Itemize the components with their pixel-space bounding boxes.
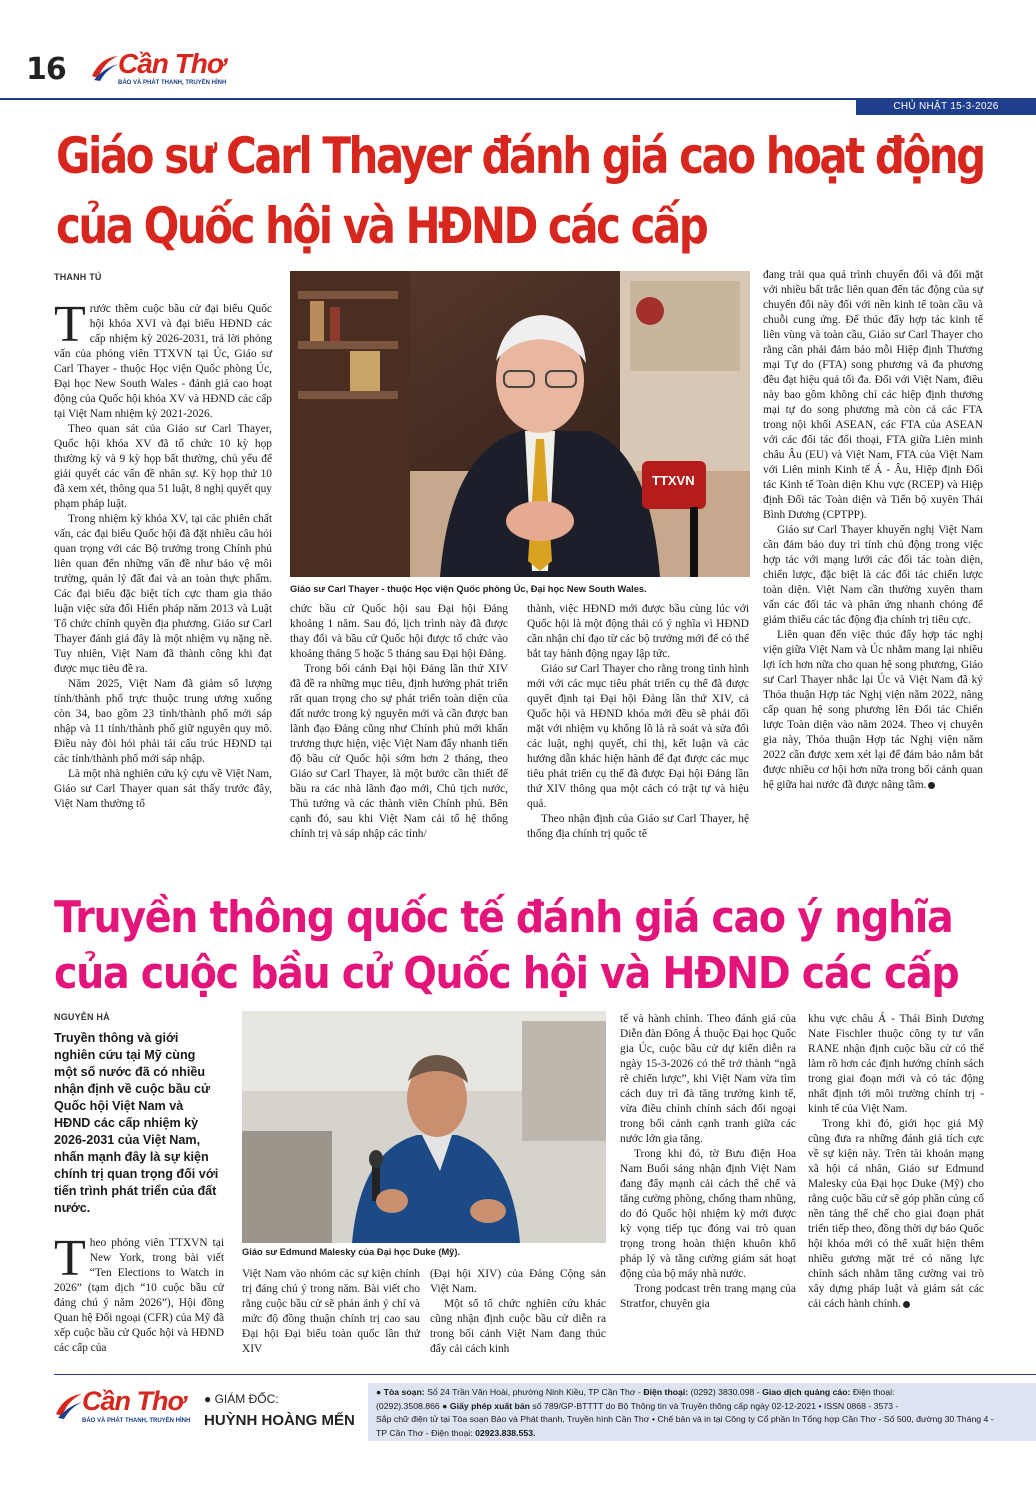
article1-col4-para3: Liên quan đến việc thúc đẩy hợp tác nghị viện giữa Việt Nam và Úc nhằm mang lại nhiều lợi ích hơn nữa cho quan hệ song phương, Giáo sư Carl Thayer nhắc lại Úc và Việt Nam đã ký Thỏa thuận Hợp tác Nghị viện năm 2022, nâng cấp quan hệ song phương lên Đối tác Chiến lược Toàn diện vào năm 2024. Theo vị chuyên gia này, Thỏa thuận Hợp tác Nghị viện năm 2022 cần được xem xét lại để đảm bảo nắm bắt được nhiều cơ hội hơn nữa trong bối cảnh quan hệ giữa hai nước đã được nâng tầm.: [763, 629, 983, 791]
article1-col2-para1: chức bầu cử Quốc hội sau Đại hội Đảng khoảng 1 năm. Sau đó, lịch trình này đã được thay đổi và bầu cử Quốc hội được tổ chức vào khoảng tháng 5 hoặc 5 tháng sau Đại hội Đảng.: [290, 603, 508, 660]
article2-column-3: [430, 1267, 606, 1357]
director-label: ● GIÁM ĐỐC:: [204, 1392, 279, 1406]
article1-col1-para5: Là một nhà nghiên cứu kỳ cựu về Việt Nam, Giáo sư Carl Thayer quan sát thấy trước đây, Việt Nam thường tổ: [54, 768, 272, 810]
article1-column-2: [290, 602, 508, 842]
logo-text: Cần Thơ: [118, 48, 225, 79]
article1-title-line2: của Quốc hội và HĐND các cấp: [56, 197, 707, 255]
article2-lead: Truyền thông và giới nghiên cứu tại Mỹ cùng một số nước đã có nhiều nhận định về cuộc bầu cử Quốc hội Việt Nam và HĐND các cấp nhiệm kỳ 2026-2031 của Việt Nam, nhấn mạnh đây là sự kiện chính trị quan trọng đối với tiến trình phát triển của đất nước.: [54, 1031, 219, 1215]
logo-swoosh-icon: [90, 54, 120, 82]
logo-text: Cần Thơ: [82, 1386, 185, 1416]
article1-col3-para1: thành, việc HĐND mới được bầu cùng lúc với Quốc hội là một động thái có ý nghĩa vì HĐND cần nhận chỉ đạo từ các bộ trưởng mới để có thể bắt tay hành động ngay lập tức.: [527, 603, 749, 660]
footer-rule: [54, 1374, 1036, 1375]
footer-line-2: (0292).3508.866 ● Giấy phép xuất bản số 789/GP-BTTTT do Bộ Thông tin và Truyền thông cấp ngày 02-12-2021 • ISSN 0868 - 3573 -: [376, 1400, 899, 1411]
article1-col1-para1: Trước thềm cuộc bầu cử đại biểu Quốc hội khóa XVI và đại biểu HĐND các cấp nhiệm kỳ 2026-2031, trả lời phỏng vấn của phóng viên TTXVN tại Úc, Giáo sư Carl Thayer - thuộc Học viện Quốc phòng Úc, Đại học New South Wales - đánh giá cao hoạt động của Quốc hội khóa XV và HĐND các cấp tại Việt Nam nhiệm kỳ 2021-2026.: [54, 296, 272, 420]
logo-tagline: BÁO VÀ PHÁT THANH, TRUYỀN HÌNH: [82, 1418, 191, 1424]
article2-col5-para1: khu vực châu Á - Thái Bình Dương Nate Fischler thuộc công ty tư vấn RANE nhận định cuộc bầu cử có thể làm rõ hơn các định hướng chính sách trong giai đoạn mới và có tác động nhất định tới môi trường chính trị - kinh tế của Việt Nam.: [808, 1013, 984, 1115]
article1-col4-para1: đang trải qua quá trình chuyển đổi và đối mặt với nhiều bất trắc liên quan đến tác động của sự chuyển đổi này đối với nền kinh tế toàn cầu và chuỗi cung ứng. Để thúc đẩy hợp tác kinh tế liên vùng và toàn cầu, Giáo sư Carl Thayer cho rằng cần phải đảm bảo mỗi Hiệp định Thương mại Tự do (FTA) song phương và đa phương đều đạt hiệu quả tối đa. Đối với Việt Nam, điều này bao gồm không chỉ các hiệp định thương mại tự do song phương mà còn cả các FTA trong nội khối ASEAN, các FTA của ASEAN với các đối tác đối thoại, FTA giữa Liên minh châu Âu (EU) và Việt Nam, FTA của Việt Nam với Liên minh Kinh tế Á - Âu, Hiệp định Đối tác Kinh tế Toàn diện Khu vực (RCEP) và Hiệp định Đối tác Toàn diện và Tiến bộ xuyên Thái Bình Dương (CPTPP).: [763, 269, 983, 521]
ttxvn-badge: TTXVN: [652, 473, 695, 488]
article1-title-line1: Giáo sư Carl Thayer đánh giá cao hoạt động: [56, 127, 984, 185]
carl-thayer-photo: [290, 271, 750, 577]
article2-col2-para1: Việt Nam vào nhóm các sự kiện chính trị đáng chú ý trong năm. Bài viết cho rằng cuộc bầu cử sẽ phản ánh ý chí và mức độ đồng thuận chính trị cao sau Đại hội Đại biểu toàn quốc lần thứ XIV: [242, 1268, 420, 1355]
end-mark-icon: [903, 1301, 910, 1308]
footer-line-1: ● Tòa soạn: Số 24 Trần Văn Hoài, phường Ninh Kiều, TP Cần Thơ - Điện thoại: (0292) 3830.098 - Giao dịch quảng cáo: Điện thoại:: [376, 1387, 895, 1397]
director-name: HUỲNH HOÀNG MẾN: [204, 1412, 355, 1429]
article2-col4-para2: Trong khi đó, tờ Bưu điện Hoa Nam Buổi sáng nhận định Việt Nam đang đẩy mạnh cải cách thể chế và tăng cường phòng, chống tham nhũng, do đó Quốc hội nhiệm kỳ mới được kỳ vọng tiếp tục đóng vai trò quan trọng trong hoàn thiện khuôn khổ pháp lý và tăng cường giám sát hoạt động của bộ máy nhà nước.: [620, 1148, 796, 1280]
dropcap: T: [54, 296, 86, 353]
article1-byline: THANH TÚ: [54, 272, 102, 282]
article2-column-1: [54, 1230, 224, 1356]
article2-col4-para3: Trong podcast trên trang mạng của Stratfor, chuyên gia: [620, 1283, 796, 1310]
end-mark-icon: [928, 782, 935, 789]
article1-column-1: [54, 296, 272, 812]
article2-col4-para1: tế và hành chính. Theo đánh giá của Diễn đàn Đông Á thuộc Đại học Quốc gia Úc, cuộc bầu cử dự kiến diễn ra ngày 15-3-2026 có thể trở thành “ngã rẽ chiến lược”, khi Việt Nam vừa tìm cách duy trì đà tăng trưởng kinh tế, vừa điều chỉnh chính sách đối ngoại trong bối cảnh cạnh tranh giữa các nước lớn gia tăng.: [620, 1013, 796, 1145]
footer-line-3: Sắp chữ điện tử tại Tòa soạn Báo và Phát thanh, Truyền hình Cần Thơ • Chế bản và in tại Công ty Cổ phần In Tổng hợp Cần Thơ - Số 500, đường 30 Tháng 4 -: [376, 1414, 994, 1424]
article1-col1-para4: Năm 2025, Việt Nam đã giảm số lượng tỉnh/thành phố trực thuộc trung ương xuống còn 34, bao gồm 23 tỉnh/thành phố mới sáp nhập và 11 tỉnh/thành phố giữ nguyên quy mô. Điều này đòi hỏi phải tái cấu trúc HĐND tại các tỉnh/thành phố mới sáp nhập.: [54, 678, 272, 765]
article2-col3-para1: (Đại hội XIV) của Đảng Cộng sản Việt Nam.: [430, 1268, 606, 1295]
article2-byline: NGUYỄN HÀ: [54, 1012, 110, 1022]
article1-col3-para2: Giáo sư Carl Thayer cho rằng trong tình hình mới với các mục tiêu phát triển cụ thể đã được quyết định tại Đại hội Đảng lần thứ XIV, cả Quốc hội và HĐND khóa mới đều sẽ phải đối mặt với nhiệm vụ khổng lồ là rà soát và sửa đổi các luật, nghị quyết, chỉ thị, kết luận và các hướng dẫn khác hiện hành để đạt được các mục tiêu phát triển cụ thể đã được Đại hội Đảng lần thứ XIV thông qua một cách có trật tự và hiệu quả.: [527, 663, 749, 810]
article2-col3-para2: Một số tổ chức nghiên cứu khác cũng nhận định cuộc bầu cử diễn ra trong bối cảnh Việt Nam đang thúc đẩy cải cách kinh: [430, 1298, 606, 1355]
article2-photo: [242, 1011, 606, 1243]
article1-col1-para3: Trong nhiệm kỳ khóa XV, tại các phiên chất vấn, các đại biểu Quốc hội đã đặt nhiều câu hỏi quan trọng với các Bộ trưởng trong Chính phủ liên quan đến những vấn đề như bảo vệ môi trường, quản lý đất đai và an toàn thực phẩm. Các đại biểu đặc biệt tích cực tham gia thảo luận việc sửa đổi Hiến pháp năm 2013 và Luật Tổ chức chính quyền địa phương. Giáo sư Carl Thayer đánh giá đây là một nhiệm vụ nặng nề. Tuy nhiên, Việt Nam đã thành công khi đạt được mục tiêu đề ra.: [54, 513, 272, 675]
article2-column-2: [242, 1267, 420, 1357]
article2-column-4: [620, 1012, 796, 1312]
footer-line-4: TP Cần Thơ - Điện thoại: 02923.838.553.: [376, 1427, 536, 1438]
article1-col1-para2: Theo quan sát của Giáo sư Carl Thayer, Quốc hội khóa XV đã tổ chức 10 kỳ họp thường kỳ và 9 kỳ họp bất thường, chủ yếu để giải quyết các vấn đề nhân sự. Kỳ họp thứ 10 đã xem xét, thông qua 51 luật, 8 nghị quyết quy phạm pháp luật.: [54, 423, 272, 510]
page-number: 16: [26, 52, 66, 87]
article2-col5-para2: Trong khi đó, giới học giả Mỹ cũng đưa ra những đánh giá tích cực về sự kiện này. Trên tài khoản mạng xã hội cá nhân, Giáo sư Edmund Malesky của Đại học Duke (Mỹ) cho rằng cuộc bầu cử sẽ góp phần củng cố nền tảng thể chế cho giai đoạn phát triển tiếp theo, đồng thời dự báo Quốc hội khóa mới có thể xuất hiện thêm nhiều gương mặt trẻ có năng lực chính sách nhằm tăng cường vai trò xây dựng pháp luật và giám sát các cải cách hành chính.: [808, 1118, 984, 1310]
article1-column-4: [763, 268, 983, 793]
logo-swoosh-icon: [54, 1392, 84, 1420]
footer-logo[interactable]: [54, 1386, 194, 1430]
article2-column-5: [808, 1012, 984, 1312]
article2-title-line2: của cuộc bầu cử Quốc hội và HĐND các cấp: [54, 948, 959, 999]
article1-col2-para2: Trong bối cảnh Đại hội Đảng lần thứ XIV đã đề ra những mục tiêu, định hướng phát triển rất quan trọng cho sự phát triển toàn diện của đất nước trong kỷ nguyên mới và cần được ban lãnh đạo Đảng cũng như Chính phủ mới khẩn trương thực hiện, việc Việt Nam đẩy nhanh tiến độ bầu cử Quốc hội sớm hơn 2 tháng, theo Giáo sư Carl Thayer, là một bước cần thiết để bầu ra các nhà lãnh đạo mới, Chủ tịch nước, Thủ tướng và các thành viên Chính phủ. Bên cạnh đó, sau khi Việt Nam cải tổ hệ thống chính trị và sáp nhập các tỉnh/: [290, 663, 508, 840]
dropcap: T: [54, 1230, 86, 1287]
article1-col4-para2: Giáo sư Carl Thayer khuyến nghị Việt Nam cần đảm bảo duy trì tính chủ động trong việc hợp tác với mạng lưới các đối tác toàn diện, chiến lược, đặc biệt là các đối tác chiến lược toàn diện. Việt Nam cần thường xuyên tham vấn các đối tác và phân ứng nhanh chóng để giảm thiểu các tác động địa chính trị tiêu cực.: [763, 524, 983, 626]
article1-photo-caption: Giáo sư Carl Thayer - thuộc Học viện Quốc phòng Úc, Đại học New South Wales.: [290, 584, 647, 594]
article1-column-3: [527, 602, 749, 842]
edmund-malesky-photo: [242, 1011, 606, 1243]
newspaper-logo[interactable]: [90, 50, 230, 90]
issue-date: CHỦ NHẬT 15-3-2026: [856, 99, 1036, 115]
article1-col3-para3: Theo nhận định của Giáo sư Carl Thayer, hệ thống địa chính trị quốc tế: [527, 813, 749, 840]
article1-photo: [290, 271, 750, 577]
logo-tagline: BÁO VÀ PHÁT THANH, TRUYỀN HÌNH: [118, 80, 227, 86]
footer-info-box: [368, 1383, 1036, 1441]
article2-title-line1: Truyền thông quốc tế đánh giá cao ý nghĩa: [54, 892, 953, 943]
article2-col1-para1: Theo phóng viên TTXVN tại New York, trong bài viết “Ten Elections to Watch in 2026” (tạm dịch “10 cuộc bầu cử đáng chú ý năm 2026”), Hội đồng Quan hệ Đối ngoại (CFR) của Mỹ đã xếp cuộc bầu cử Quốc hội và HĐND các cấp của: [54, 1230, 224, 1354]
article2-photo-caption: Giáo sư Edmund Malesky của Đại học Duke (Mỹ).: [242, 1247, 461, 1257]
